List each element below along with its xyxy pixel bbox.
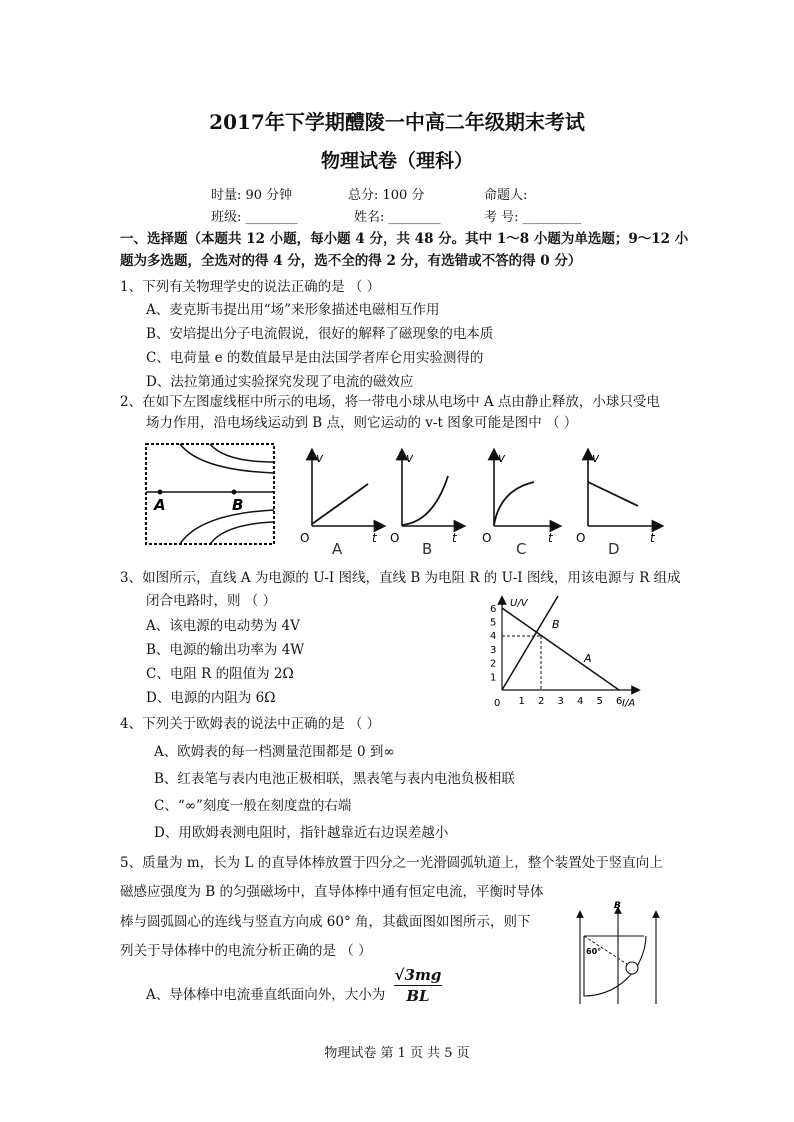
origin-label: O [390, 531, 400, 545]
conductor-rod [626, 962, 638, 974]
vt-graphs [298, 446, 668, 558]
q1-option-a: A、麦克斯韦提出用“场”来形象描述电磁相互作用 [146, 302, 440, 318]
y-tick-labels [490, 604, 496, 684]
q5-stem-line1: 5、质量为 m，长为 L 的直导体棒放置于四分之一光滑圆弧轨道上，整个装置处于竖直向上 [120, 855, 663, 871]
y-tick-label: 4 [490, 631, 497, 643]
ui-graph [488, 594, 648, 712]
line-b-label: B [552, 618, 560, 631]
t-axis-label: t [548, 531, 553, 545]
y-tick-label: 5 [490, 617, 497, 629]
exam-score: 总分: 100 分 [348, 188, 425, 203]
origin-label: O [576, 531, 586, 545]
q1-option-b: B、安培提出分子电流假说，很好的解释了磁现象的电本质 [146, 326, 494, 342]
q4-option-d: D、用欧姆表测电阻时，指针越靠近右边误差越小 [154, 825, 449, 841]
line-a [502, 608, 619, 690]
q5-option-a-text: A、导体棒中电流垂直纸面向外，大小为 [146, 987, 386, 1003]
x-tick-label: 5 [596, 696, 603, 707]
q1-option-d: D、法拉第通过实验探究发现了电流的磁效应 [146, 374, 414, 390]
x-tick-label: 3 [557, 696, 564, 707]
exam-title: 2017年下学期醴陵一中高二年级期末考试 [209, 110, 585, 134]
magnetic-rail-figure [574, 900, 668, 1006]
vt-curve [402, 476, 448, 525]
angle-label: 60° [586, 947, 602, 956]
exam-time: 时量: 90 分钟 [211, 188, 293, 203]
page-footer: 物理试卷 第 1 页 共 5 页 [324, 1046, 470, 1061]
i-axis-label: I/A [622, 698, 636, 709]
q4-stem: 4、下列关于欧姆表的说法中正确的是 （ ） [120, 716, 381, 732]
y-tick-label: 2 [490, 658, 497, 670]
dashed-frame [146, 444, 274, 544]
q3-stem-line2: 闭合电路时，则 （ ） [146, 593, 277, 609]
point-a-dot [158, 490, 163, 495]
q5-fraction [394, 966, 442, 1005]
vt-graph-b [390, 451, 460, 558]
point-b-dot [232, 490, 237, 495]
point-a-label: A [154, 496, 166, 514]
class-field: 班级: ________ [211, 210, 298, 225]
x-tick-labels [519, 696, 623, 707]
x-tick-label: 6 [616, 696, 623, 707]
vt-graph-a [300, 451, 380, 558]
v-axis-label: v [406, 451, 414, 465]
vt-graph-c [482, 451, 556, 558]
line-b [502, 596, 558, 690]
origin-label: O [300, 531, 310, 545]
q2-stem-line2: 场力作用，沿电场线运动到 B 点，则它运动的 v-t 图象可能是图中 （ ） [146, 415, 578, 431]
number-field: 考 号: _________ [484, 210, 582, 225]
field-line-curve [180, 444, 274, 473]
v-axis-label: v [316, 451, 324, 465]
q5-stem-line3: 棒与圆弧圆心的连线与竖直方向成 60° 角，其截面图如图所示，则下 [120, 914, 531, 930]
x-tick-label: 2 [538, 696, 545, 707]
origin-label: 0 [494, 698, 501, 709]
y-tick-label: 1 [490, 672, 497, 684]
q2-stem-line1: 2、在如下左图虚线框中所示的电场，将一带电小球从电场中 A 点由静止释放，小球只受电 [120, 394, 660, 410]
t-axis-label: t [372, 531, 377, 545]
q3-stem-line1: 3、如图所示，直线 A 为电源的 U-I 图线，直线 B 为电阻 R 的 U-I 图线，用该电源与 R 组成 [120, 570, 681, 586]
field-line-curve [210, 444, 274, 462]
q1-option-c: C、电荷量 e 的数值最早是由法国学者库仑用实验测得的 [146, 350, 484, 366]
q4-option-a: A、欧姆表的每一档测量范围都是 0 到∞ [154, 744, 395, 760]
t-axis-label: t [452, 531, 457, 545]
y-tick-label: 3 [490, 644, 497, 656]
graph-label-a: A [332, 540, 343, 558]
v-axis-label: v [592, 451, 600, 465]
section-instructions-line2: 题为多选题，全选对的得 4 分，选不全的得 2 分，有选错或不答的得 0 分） [120, 253, 582, 269]
q3-option-c: C、电阻 R 的阻值为 2Ω [146, 666, 294, 682]
vt-curve [494, 482, 534, 525]
section-instructions-line1: 一、选择题（本题共 12 小题，每小题 4 分，共 48 分。其中 1～8 小题为单选题；9～12 小 [120, 231, 689, 247]
q5-fraction-numerator: √3mg [394, 966, 442, 984]
exam-author: 命题人: [484, 188, 528, 203]
q3-option-b: B、电源的输出功率为 4W [146, 642, 305, 658]
origin-label: O [482, 531, 492, 545]
line-a-label: A [584, 652, 592, 665]
field-label: B [614, 901, 621, 911]
q5-stem-line2: 磁感应强度为 B 的匀强磁场中，直导体棒中通有恒定电流，平衡时导体 [120, 884, 544, 900]
graph-label-b: B [422, 540, 433, 558]
u-axis-label: U/V [510, 598, 528, 609]
point-b-label: B [232, 496, 244, 514]
q1-stem: 1、下列有关物理学史的说法正确的是 （ ） [120, 279, 381, 295]
v-axis-label: v [498, 451, 506, 465]
graph-label-d: D [608, 540, 620, 558]
electric-field-figure [140, 440, 280, 550]
exam-subtitle: 物理试卷（理科） [320, 150, 473, 172]
q3-option-a: A、该电源的电动势为 4V [146, 618, 300, 634]
field-line-curve [210, 522, 274, 544]
q3-option-d: D、电源的内阻为 6Ω [146, 690, 276, 706]
vt-line [588, 482, 638, 506]
x-tick-label: 1 [518, 696, 525, 707]
vt-line [312, 484, 368, 524]
q4-option-b: B、红表笔与表内电池正极相联，黑表笔与表内电池负极相联 [154, 771, 515, 787]
q4-option-c: C、“∞”刻度一般在刻度盘的右端 [154, 798, 352, 814]
x-tick-label: 4 [577, 696, 584, 707]
name-field: 姓名: ________ [354, 210, 441, 225]
field-line-curve [180, 510, 274, 544]
y-tick-label: 6 [490, 603, 497, 615]
q5-stem-line4: 列关于导体棒中的电流分析正确的是 （ ） [120, 943, 372, 959]
graph-label-c: C [516, 540, 527, 558]
q5-fraction-denominator: BL [406, 987, 430, 1005]
t-axis-label: t [650, 531, 655, 545]
vt-graph-d [576, 451, 658, 558]
